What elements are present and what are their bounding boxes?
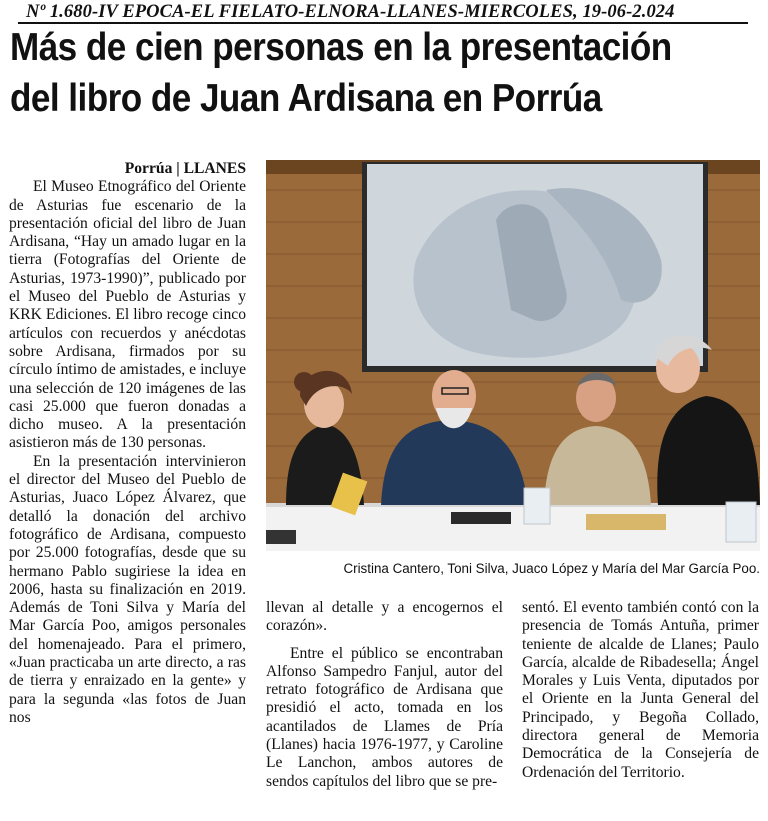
paragraph-3: llevan al detalle y a encogernos el corazón». [266,599,503,635]
masthead-line: Nº 1.680-IV EPOCA-EL FIELATO-ELNORA-LLANES-MIERCOLES, 19-06-2.024 [18,2,748,24]
article-column-2 [266,599,503,791]
paragraph-5: sentó. El evento también contó con la presencia de Tomás Antuña, primer teniente de alcalde de Llanes; Paulo García, alcalde de Ribadesella; Ángel Morales y Luis Venta, diputados por el Oriente en la Junta General del Principado, y Begoña Collado, directora general de Memoria Democrática de la Consejería de Ordenación del Territorio. [522,599,759,781]
headline-line-2: del libro de Juan Ardisana en Porrúa [10,77,602,120]
headline-line-1: Más de cien personas en la presentación [10,26,672,69]
paragraph-4: Entre el público se encontraban Alfonso Sampedro Fanjul, autor del retrato fotográfico de Ardisana que presidió el acto, tomada en los acantilados de Llames de Pría (Llanes) hacia 1976-1977, y Caroline Le Lanchon, ambos autores de sendos capítulos del libro que se pre- [266,644,503,790]
article-column-1 [9,160,246,727]
event-photo [266,160,760,551]
event-photo-illustration [266,160,760,551]
byline: Porrúa | LLANES [124,160,246,177]
article-column-3 [522,599,759,782]
paragraph-2: En la presentación intervinieron el director del Museo del Pueblo de Asturias, Juaco López Álvarez, que detalló la donación del archivo fotográfico de Ardisana, compuesto por 25.000 fotografías, desde que su hermano Pablo sugiriese la idea en 2006, hasta su finalización en 2019. Además de Toni Silva y María del Mar García Poo, amigos personales del homenajeado. Para el primero, «Juan practicaba un arte directo, a ras de tierra y enraizado en la gente» y para la segunda «las fotos de Juan nos [9,452,246,726]
photo-caption: Cristina Cantero, Toni Silva, Juaco López y María del Mar García Poo. [343,561,760,576]
headline [10,22,685,124]
paragraph-1: El Museo Etnográfico del Oriente de Asturias fue escenario de la presentación oficial del libro de Juan Ardisana, “Hay un amado lugar en la tierra (Fotografías del Oriente de Asturias, 1973-1990)”, publicado por el Museo del Pueblo de Asturias y KRK Ediciones. El libro recoge cinco artículos con recuerdos y anécdotas sobre Ardisana, firmados por su círculo íntimo de amistades, e incluye una selección de 120 imágenes de las casi 25.000 que fueron donadas a dicho museo. A la presentación asistieron más de 130 personas. [9,178,246,452]
